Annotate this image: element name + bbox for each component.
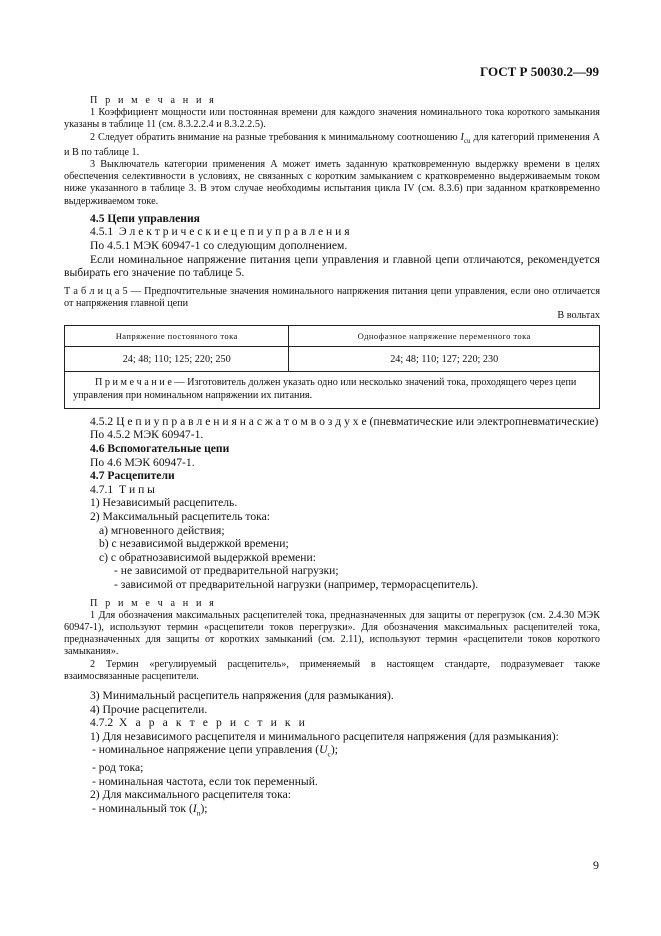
note-3: 3 Выключатель категории применения А может иметь заданную кратковременную выдержку времени в целях обеспечения селективности в условиях, не связанных с коротким замыканием с кратковременно выдерживаемым током ниже указанного в таблице 3. В этом случае необходимы испытания цикла IV (см. 8.3.6) при заданном кратковременно выдерживаемом токе.	[64, 159, 600, 207]
subsection-4-7-1-heading: 4.7.1 Т и п ы	[90, 482, 155, 496]
column-header: Однофазное напряжение переменного тока	[289, 326, 600, 347]
section-title: 4.6 Вспомогательные цепи	[90, 442, 230, 456]
symbol-i: I	[460, 131, 464, 143]
section-title: 4.7 Расцепители	[90, 469, 175, 483]
page-body	[64, 95, 600, 820]
list-item: 4) Прочие расцепители.	[90, 702, 208, 716]
list-item: а) мгновенного действия;	[99, 523, 225, 537]
list-item: - номинальная частота, если ток переменный.	[92, 774, 318, 788]
notes-block-1	[64, 95, 600, 208]
table-cell: 24; 48; 110; 125; 220; 250	[65, 347, 289, 372]
column-header: Напряжение постоянного тока	[65, 326, 289, 347]
list-item: 1) Независимый расцепитель.	[90, 496, 238, 510]
table-note: П р и м е ч а н и е — Изготовитель должен указать одно или несколько значений тока, проходящего через цепи управления при номинальном напряжении их питания.	[65, 372, 600, 408]
subsection-4-7-2-heading: 4.7.2 Х а р а к т е р и с т и к и	[90, 716, 308, 730]
subsection-4-5-1-heading: 4.5.1 Э л е к т р и ч е с к и е ц е п и у п р а в л е н и я	[90, 225, 350, 239]
notes-block-2	[64, 598, 600, 683]
page-number: 9	[593, 858, 599, 872]
notes-title: П р и м е ч а н и я	[90, 95, 217, 106]
paragraph: По 4.6 МЭК 60947-1.	[90, 455, 195, 469]
table-header-row	[65, 326, 600, 347]
paragraph: По 4.5.2 МЭК 60947-1.	[90, 428, 204, 442]
section-title: 4.5 Цепи управления	[90, 211, 200, 225]
list-item: - род тока;	[92, 761, 144, 775]
note-1: 1 Коэффициент мощности или постоянная времени для каждого значения номинального тока короткого замыкания указаны в таблице 11 (см. 8.3.2.2.4 и 8.3.2.2.5).	[64, 107, 600, 131]
paragraph: По 4.5.1 МЭК 60947-1 со следующим дополнением.	[90, 239, 348, 253]
table-cell: 24; 48; 110; 127; 220; 230	[289, 347, 600, 372]
list-item: b) с независимой выдержкой времени;	[99, 537, 289, 551]
table-caption: Т а б л и ц а 5 — Предпочтительные значения номинального напряжения питания цепи управления, если оно отличается от напряжения главной цепи	[64, 285, 601, 310]
table-row	[65, 347, 600, 372]
table-note-row	[65, 372, 600, 408]
table-5-block	[64, 286, 600, 409]
subsection-4-5-2-heading: 4.5.2 Ц е п и у п р а в л е н и я н а с ж а т о м в о з д у х е (пневматические или электропневматические)	[90, 414, 599, 428]
list-item: - номинальное напряжение цепи управления $(U_c)$;	[92, 743, 338, 759]
table-5	[64, 325, 600, 408]
table-units: В вольтах	[557, 310, 600, 322]
list-item: 3) Минимальный расцепитель напряжения (для размыкания).	[90, 688, 394, 702]
list-item: - не зависимой от предварительной нагрузки;	[114, 564, 339, 578]
section-4-5	[64, 212, 600, 280]
paragraph: Если номинальное напряжение питания цепи управления и главной цепи отличаются, рекомендуется выбирать его значение по таблице 5.	[64, 252, 600, 280]
section-4-6	[64, 442, 600, 469]
list-item: - зависимой от предварительной нагрузки (например, терморасцепитель).	[114, 577, 479, 591]
list-item: 2) Максимальный расцепитель тока:	[90, 510, 270, 523]
notes-title: П р и м е ч а н и я	[90, 597, 217, 609]
section-4-7-2	[64, 716, 600, 820]
list-item: - номинальный ток $(I_n)$;	[92, 802, 208, 818]
note-2: 2 Следует обратить внимание на разные требования к минимальному соотношению $I_{cu}$ для категорий применения А и В по таблице 1.	[64, 131, 600, 158]
list-item: 2) Для максимального расцепителя тока:	[90, 788, 291, 802]
section-4-5-2	[64, 415, 600, 442]
note-2: 2 Термин «регулируемый расцепитель», применяемый в настоящем стандарте, подразумевает также взаимосвязанные расцепители.	[64, 658, 600, 682]
note-1: 1 Для обозначения максимальных расцепителей тока, предназначенных для защиты от перегрузок (см. 2.4.30 МЭК 60947-1), используют термин «расцепители токов перегрузки». Для обозначения максимальных расцепителей тока, предназначенных для защиты от коротких замыканий (см. 2.11), используют термин «расцепители токов короткого замыкания».	[64, 609, 600, 658]
list-continuation	[64, 689, 600, 716]
document-header: ГОСТ Р 50030.2—99	[480, 64, 599, 79]
list-item: с) с обратнозависимой выдержкой времени:	[99, 550, 316, 564]
list-item: 1) Для независимого расцепителя и минимального расцепителя напряжения (для размыкания):	[90, 729, 559, 743]
section-4-7	[64, 469, 600, 591]
